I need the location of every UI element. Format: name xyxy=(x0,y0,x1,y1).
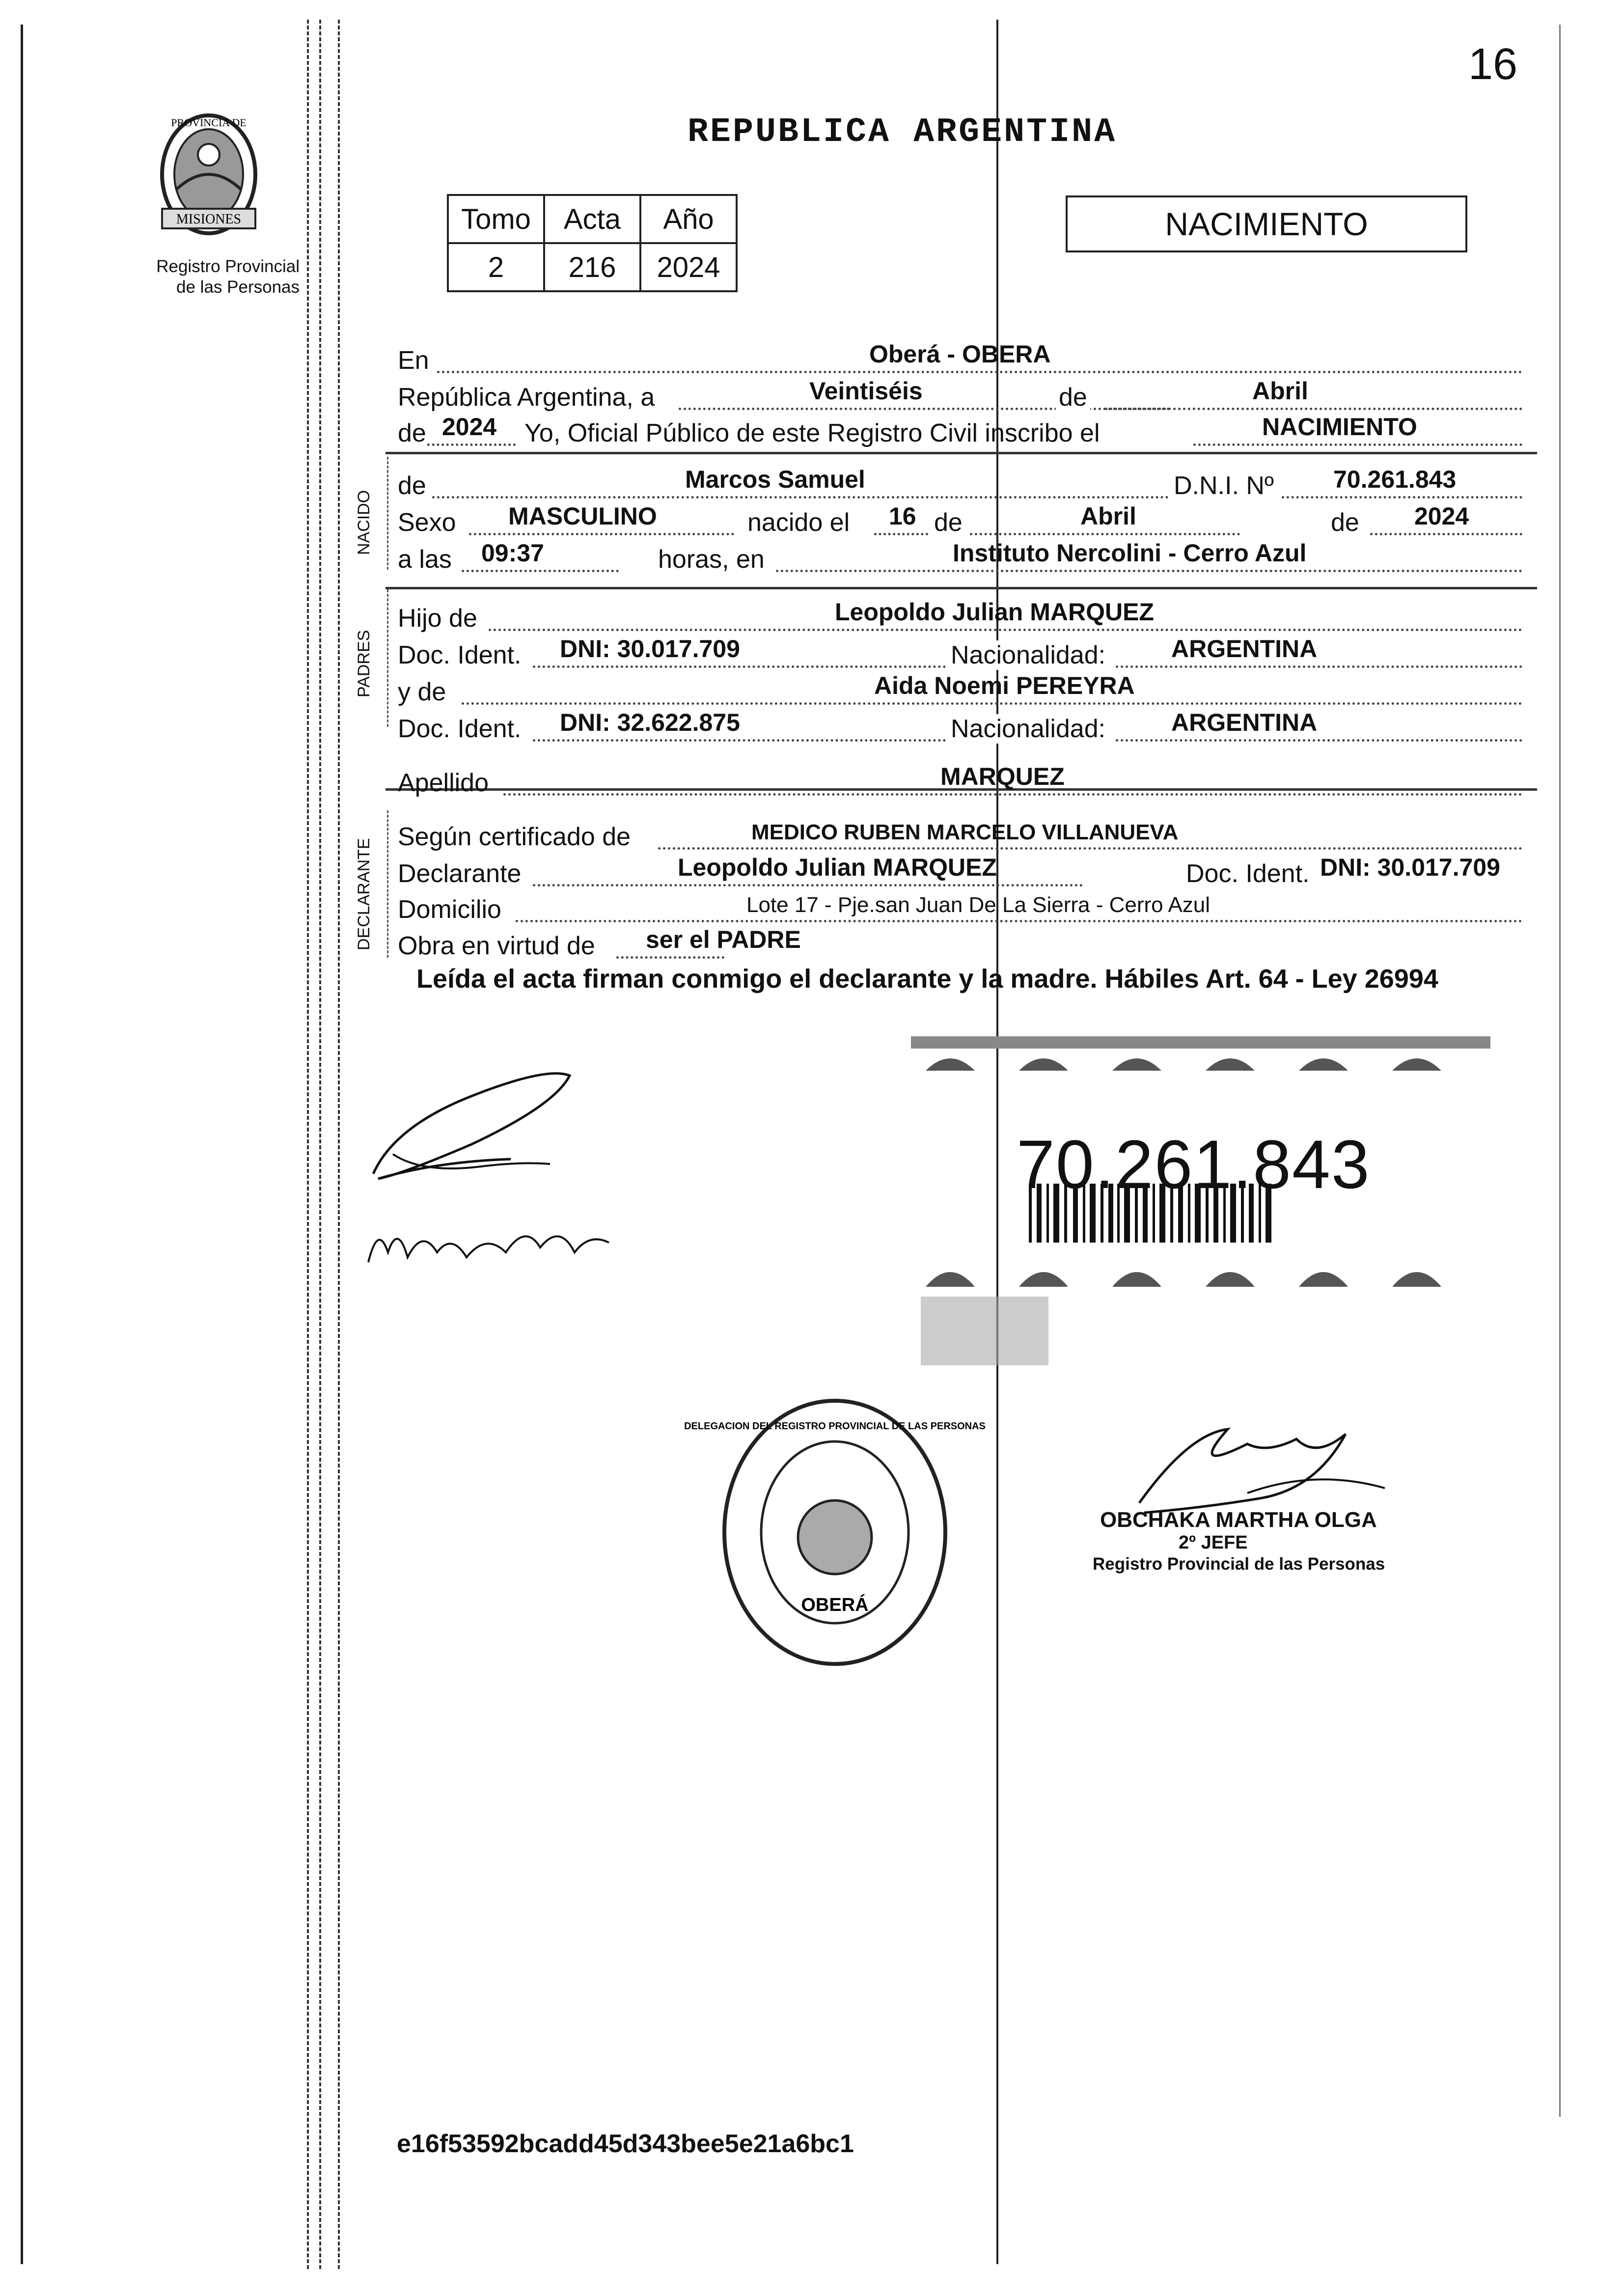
value-sex: MASCULINO xyxy=(508,502,657,530)
value-birth-month: Abril xyxy=(1080,502,1136,530)
value-father-name: Leopoldo Julian MARQUEZ xyxy=(835,598,1154,626)
value-birth-year: 2024 xyxy=(1414,502,1469,530)
label-nacionalidad: Nacionalidad: xyxy=(948,714,1108,744)
logo-text-top: PROVINCIA DE xyxy=(171,116,247,129)
label-declarante: Declarante xyxy=(398,859,522,888)
dotted-fill xyxy=(533,884,1083,887)
logo-text-bottom: MISIONES xyxy=(176,212,242,227)
registry-header-cell: Año xyxy=(640,195,737,243)
left-border-line xyxy=(21,25,23,2264)
row-capacity xyxy=(398,924,1527,964)
value-capacity: ser el PADRE xyxy=(646,926,801,953)
label-a-las: a las xyxy=(398,545,452,574)
binding-dash-line-2 xyxy=(319,20,321,2269)
dotted-fill xyxy=(679,408,1170,410)
row-officer xyxy=(398,412,1527,451)
dotted-fill xyxy=(616,956,724,959)
official-role: 2º JEFE xyxy=(1179,1532,1248,1553)
value-place: Oberá - OBERA xyxy=(869,340,1051,368)
dotted-fill xyxy=(462,702,1522,705)
section-divider-vertical xyxy=(387,810,388,958)
label-doc-ident: Doc. Ident. xyxy=(398,641,522,669)
seal-ring-text: DELEGACION DEL REGISTRO PROVINCIAL DE LAS PERSONAS xyxy=(684,1421,986,1432)
row-date xyxy=(398,376,1527,415)
label-obra: Obra en virtud de xyxy=(398,932,595,960)
section-divider-vertical xyxy=(387,589,388,727)
dotted-fill xyxy=(1116,665,1522,668)
label-officer-text: Yo, Oficial Público de este Registro Civil inscribo el xyxy=(524,419,1100,447)
value-father-doc: DNI: 30.017.709 xyxy=(560,635,740,663)
registry-table-header-row xyxy=(448,195,737,243)
row-certificate xyxy=(398,815,1527,855)
label-dni: D.N.I. Nº xyxy=(1174,471,1274,500)
value-certificate-by: MEDICO RUBEN MARCELO VILLANUEVA xyxy=(751,820,1179,844)
dotted-fill xyxy=(970,533,1240,535)
value-mother-nationality: ARGENTINA xyxy=(1171,709,1318,736)
label-de-2: de xyxy=(934,508,963,537)
value-father-nationality: ARGENTINA xyxy=(1171,635,1318,663)
label-y-de: y de xyxy=(398,678,446,706)
value-declarant-doc: DNI: 30.017.709 xyxy=(1320,854,1500,881)
value-child-name: Marcos Samuel xyxy=(685,466,865,493)
official-organization: Registro Provincial de las Personas xyxy=(1093,1554,1385,1574)
dotted-fill xyxy=(874,533,928,535)
label-sexo: Sexo xyxy=(398,508,456,537)
province-coat-of-arms-logo xyxy=(147,106,270,248)
delegation-seal-stamp xyxy=(684,1395,986,1670)
official-name: OBCHAKA MARTHA OLGA xyxy=(1100,1508,1377,1532)
row-father-doc xyxy=(398,634,1527,673)
dotted-fill xyxy=(489,629,1522,631)
row-place xyxy=(398,339,1527,378)
signature-image xyxy=(363,1046,619,1277)
value-address: Lote 17 - Pje.san Juan De La Sierra - Cerro Azul xyxy=(746,893,1211,917)
registry-header-cell: Acta xyxy=(544,195,640,243)
row-child-name xyxy=(398,464,1527,503)
label-de-name: de xyxy=(398,471,426,500)
dotted-fill xyxy=(1282,496,1522,499)
label-hijo-de: Hijo de xyxy=(398,604,477,633)
label-nacido: nacido el xyxy=(747,508,850,537)
value-birth-place: Instituto Nercolini - Cerro Azul xyxy=(953,539,1307,567)
section-divider-horizontal xyxy=(385,452,1537,454)
label-republica: República Argentina, a xyxy=(398,383,655,412)
dotted-fill xyxy=(427,443,516,446)
dotted-fill xyxy=(462,570,619,572)
registry-table-value-row xyxy=(448,243,737,291)
registry-header-cell: Tomo xyxy=(448,195,544,243)
row-father-name xyxy=(398,597,1527,636)
value-birth-day: 16 xyxy=(889,502,916,530)
dotted-fill xyxy=(1370,533,1522,535)
section-label-parents: PADRES xyxy=(355,630,373,697)
label-de-3: de xyxy=(1331,508,1359,537)
row-birth-time-place xyxy=(398,538,1527,577)
registry-caption-line-2: de las Personas xyxy=(176,277,300,297)
label-nacionalidad: Nacionalidad: xyxy=(948,640,1108,670)
row-birth-date xyxy=(398,501,1527,540)
section-divider-horizontal xyxy=(385,587,1537,589)
dotted-fill xyxy=(437,371,1522,373)
value-declarant-name: Leopoldo Julian MARQUEZ xyxy=(678,854,997,881)
value-month: Abril xyxy=(1252,377,1308,405)
value-mother-name: Aida Noemi PEREYRA xyxy=(874,672,1135,699)
value-child-dni: 70.261.843 xyxy=(1333,466,1457,493)
country-title: REPUBLICA ARGENTINA xyxy=(688,113,1117,152)
label-apellido: Apellido xyxy=(398,769,489,797)
dotted-fill xyxy=(516,920,1522,922)
value-act-name: NACIMIENTO xyxy=(1262,413,1417,441)
row-mother-doc xyxy=(398,707,1527,747)
binding-dash-line-3 xyxy=(338,20,340,2269)
dotted-fill xyxy=(469,533,734,535)
row-address xyxy=(398,888,1527,927)
registry-value-cell: 2024 xyxy=(640,243,737,291)
value-birth-time: 09:37 xyxy=(481,539,544,567)
label-de-year: de xyxy=(398,419,426,447)
dotted-fill xyxy=(503,793,1522,796)
id-sticker-number: 70.261.843 xyxy=(1017,1126,1371,1203)
closing-statement: Leída el acta firman conmigo el declarante y la madre. Hábiles Art. 64 - Ley 26994 xyxy=(416,964,1438,994)
act-type-box: NACIMIENTO xyxy=(1066,195,1467,252)
seal-city: OBERÁ xyxy=(801,1595,869,1615)
label-horas: horas, en xyxy=(658,545,765,574)
value-surname: MARQUEZ xyxy=(940,763,1065,790)
binding-dash-line-1 xyxy=(307,20,309,2269)
registry-caption xyxy=(130,256,300,298)
registry-table xyxy=(447,194,738,292)
value-day-words: Veintiséis xyxy=(809,377,923,405)
dotted-fill xyxy=(1105,408,1522,410)
row-mother-name xyxy=(398,670,1527,710)
row-surname xyxy=(398,761,1527,801)
dotted-fill xyxy=(1116,739,1522,742)
label-en: En xyxy=(398,346,429,375)
registry-value-cell: 216 xyxy=(544,243,640,291)
label-domicilio: Domicilio xyxy=(398,895,501,924)
label-de: de xyxy=(1056,383,1090,412)
dotted-fill xyxy=(1193,443,1522,446)
value-year: 2024 xyxy=(442,413,497,441)
label-doc-ident: Doc. Ident. xyxy=(1186,859,1310,888)
label-segun: Según certificado de xyxy=(398,823,631,851)
right-border-line xyxy=(1559,25,1561,2117)
section-label-declarant: DECLARANTE xyxy=(355,838,373,950)
section-divider-vertical xyxy=(387,457,388,570)
dotted-fill xyxy=(776,570,1522,572)
dotted-fill xyxy=(432,496,1169,499)
row-declarant xyxy=(398,852,1527,891)
value-mother-doc: DNI: 32.622.875 xyxy=(560,709,740,736)
document-hash: e16f53592bcadd45d343bee5e21a6bc1 xyxy=(397,2130,854,2158)
dotted-fill xyxy=(658,847,1522,850)
label-doc-ident: Doc. Ident. xyxy=(398,715,522,743)
registry-caption-line-1: Registro Provincial xyxy=(156,257,300,276)
section-label-born: NACIDO xyxy=(355,490,373,555)
page-number: 16 xyxy=(1468,40,1518,89)
registry-value-cell: 2 xyxy=(448,243,544,291)
